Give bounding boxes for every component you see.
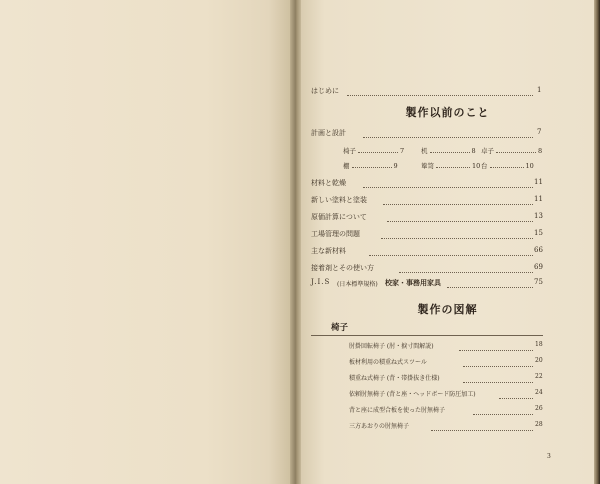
toc-entry (301, 229, 594, 243)
jis-prefix: J.I.S (311, 278, 331, 286)
toc-subentry (481, 161, 534, 170)
dot-leader (447, 278, 533, 288)
dot-leader (383, 195, 533, 205)
dot-leader (387, 212, 533, 222)
toc-entry-page: 66 (534, 246, 543, 254)
dot-leader (499, 389, 533, 399)
dot-leader (369, 246, 533, 256)
toc-entry-page: 75 (534, 278, 543, 286)
toc-entry-label: 校家・事務用家具 (385, 278, 441, 287)
toc-entry-page: 18 (535, 341, 543, 348)
left-page (0, 0, 292, 484)
toc-entry-label: 主な新材料 (311, 247, 346, 255)
toc-entry (301, 263, 594, 277)
dot-leader (463, 373, 533, 383)
dot-leader (358, 146, 398, 153)
toc-subentry-page: 8 (538, 147, 543, 155)
page-edge (593, 0, 600, 484)
toc-entry-label: 接着剤とその使い方 (311, 264, 374, 272)
toc-entry-label: 工場管理の問題 (311, 230, 360, 238)
toc-chair-entry (301, 341, 594, 355)
toc-entry-label: 三方あおりの肘無椅子 (349, 423, 410, 430)
toc-entry (301, 212, 594, 226)
toc-subentry (421, 161, 480, 170)
toc-subentry (481, 146, 542, 155)
toc-entry-label: 依頼肘無椅子 (背と座・ヘッドボード防圧加工) (349, 391, 476, 398)
dot-leader (363, 128, 533, 138)
toc-subentry-page: 8 (471, 147, 476, 155)
dot-leader (490, 161, 524, 168)
toc-entry-label: 計画と設計 (311, 129, 346, 137)
dot-leader (347, 86, 533, 96)
toc-entry-page: 69 (534, 263, 543, 271)
dot-leader (473, 405, 533, 415)
toc-entry-planning (301, 128, 594, 142)
toc-entry-page: 20 (535, 357, 543, 364)
toc-entry-page: 7 (537, 128, 542, 136)
dot-leader (381, 229, 533, 239)
toc-entry-label: 積重ね式椅子 (背・帯掛抜き仕様) (349, 375, 440, 382)
toc-entry-label: 板材利用の積重ね式スツール (349, 359, 427, 366)
jis-note: (日本標準規格) (337, 281, 378, 288)
toc-subentry-label: 椅子 (343, 147, 356, 155)
toc-chair-entry (301, 389, 594, 403)
toc-subentry-label: 簞笥 (421, 162, 434, 170)
toc-subentry-label: 卓子 (481, 147, 494, 155)
section-heading-before-making: 製作以前のこと (405, 106, 490, 119)
page-number: 3 (547, 453, 551, 460)
toc-entry-page: 24 (535, 389, 543, 396)
toc-subentry-label: 棚 (343, 162, 350, 170)
toc-entry (301, 195, 594, 209)
toc-entry-page: 11 (534, 178, 543, 186)
dot-leader (399, 263, 533, 273)
toc-chair-entry (301, 373, 594, 387)
dot-leader (431, 421, 533, 431)
dot-leader (459, 341, 533, 351)
toc-chair-entry (301, 357, 594, 371)
toc-entry-intro (301, 86, 594, 100)
toc-subentry (421, 146, 476, 155)
toc-entry-label: 背と座に成型合板を使った肘無椅子 (349, 407, 446, 414)
toc-subentry-page: 10 (525, 162, 534, 170)
dot-leader (363, 178, 533, 188)
toc-entry-page: 26 (535, 405, 543, 412)
toc-entry-jis (301, 278, 594, 292)
section-heading-illustrations: 製作の図解 (417, 303, 478, 316)
dot-leader (496, 146, 536, 153)
toc-chair-entry (301, 421, 594, 435)
group-rule (311, 335, 543, 336)
dot-leader (463, 357, 533, 367)
toc-chair-entry (301, 405, 594, 419)
toc-entry-page: 1 (537, 86, 542, 94)
toc-subentry-label: 台 (481, 162, 488, 170)
toc-subentry-page: 7 (400, 147, 405, 155)
toc-subentry (343, 146, 404, 155)
toc-entry-label: 材料と乾燥 (311, 179, 346, 187)
toc-subentry (343, 161, 398, 170)
toc-subentry-label: 机 (421, 147, 428, 155)
dot-leader (430, 146, 470, 153)
dot-leader (436, 161, 470, 168)
toc-entry (301, 246, 594, 260)
toc-entry-page: 13 (534, 212, 543, 220)
toc-entry-page: 22 (535, 373, 543, 380)
group-title-chairs: 椅子 (331, 323, 349, 333)
toc-entry-label: 原価計算について (311, 213, 367, 221)
toc-entry-page: 11 (534, 195, 543, 203)
dot-leader (352, 161, 392, 168)
toc-entry-label: はじめに (311, 87, 339, 95)
toc-entry-label: 新しい塗料と塗装 (311, 196, 367, 204)
toc-entry (301, 178, 594, 192)
right-page-toc (301, 0, 594, 484)
toc-entry-page: 15 (534, 229, 543, 237)
toc-entry-page: 28 (535, 421, 543, 428)
toc-subentry-page: 9 (393, 162, 398, 170)
toc-subentry-page: 10 (472, 162, 481, 170)
toc-entry-label: 肘掛回転椅子 (肘・捩寸間解説) (349, 343, 434, 350)
